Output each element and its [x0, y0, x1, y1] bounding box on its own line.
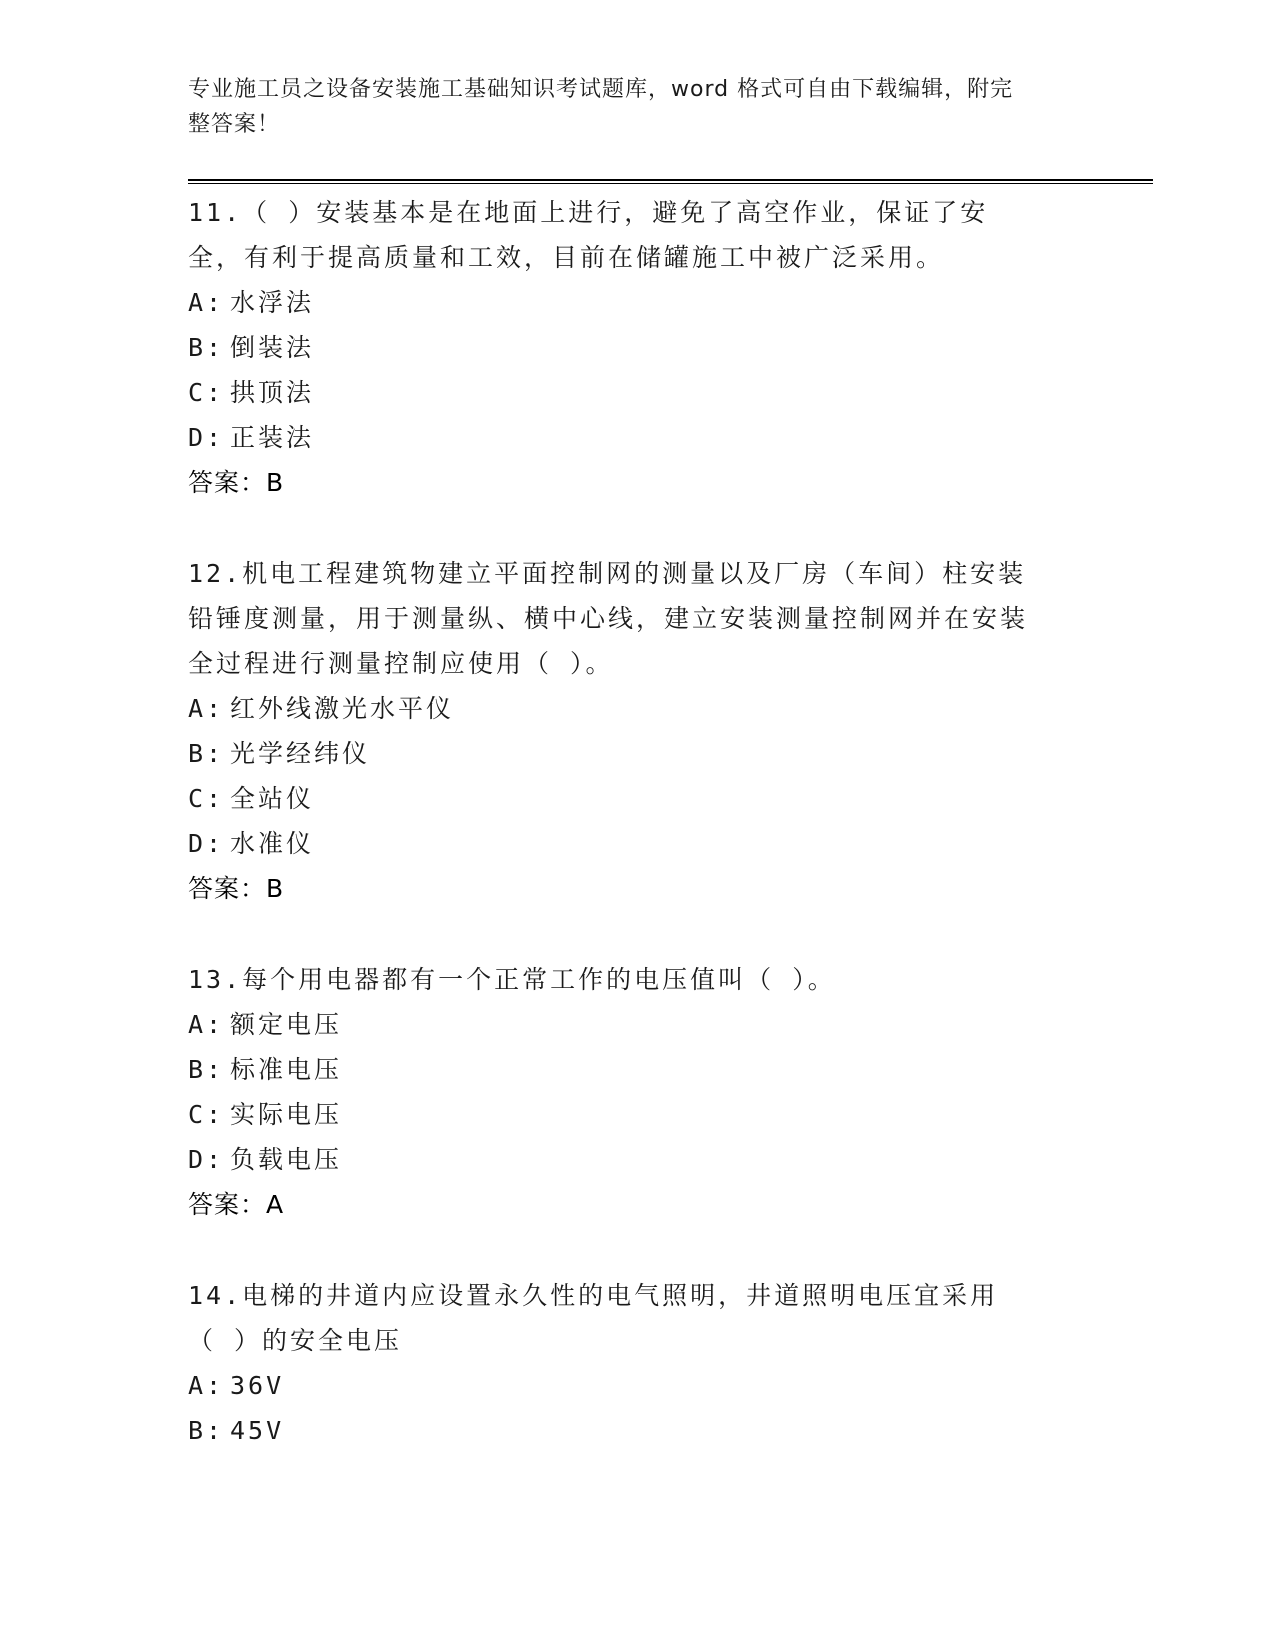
option-letter: A: [188, 288, 225, 317]
option-d [188, 415, 1088, 460]
option-letter: D: [188, 829, 225, 858]
question-list [188, 190, 1088, 1499]
header-line-2: 整答案！ [188, 112, 281, 137]
header-line-1: 专业施工员之设备安装施工基础知识考试题库，word 格式可自由下载编辑，附完 [188, 77, 1014, 102]
option-text: 实际电压 [230, 1100, 343, 1129]
option-letter: C: [188, 784, 225, 813]
option-text: 光学经纬仪 [230, 739, 371, 768]
option-letter: A: [188, 1010, 225, 1039]
option-b [188, 1047, 1088, 1092]
option-letter: D: [188, 1145, 225, 1174]
option-d [188, 1137, 1088, 1182]
question-14 [188, 1273, 1088, 1453]
option-text: 水浮法 [230, 288, 315, 317]
option-letter: D: [188, 423, 225, 452]
option-letter: B: [188, 1416, 225, 1445]
option-letter: B: [188, 739, 225, 768]
option-text: 拱顶法 [230, 378, 315, 407]
question-text: 12.机电工程建筑物建立平面控制网的测量以及厂房（车间）柱安装铅锤度测量，用于测量纵、横中心线，建立安装测量控制网并在安装全过程进行测量控制应使用（ ）。 [188, 559, 1029, 678]
option-letter: A: [188, 694, 225, 723]
option-letter: B: [188, 333, 225, 362]
option-text: 正装法 [230, 423, 315, 452]
option-d [188, 821, 1088, 866]
option-text: 水准仪 [230, 829, 315, 858]
option-letter: C: [188, 378, 225, 407]
question-text: 13.每个用电器都有一个正常工作的电压值叫（ ）。 [188, 965, 836, 994]
answer: 答案：A [188, 1190, 285, 1219]
option-c [188, 370, 1088, 415]
question-12 [188, 551, 1088, 911]
option-text: 36V [230, 1371, 285, 1400]
option-text: 负载电压 [230, 1145, 343, 1174]
option-text: 红外线激光水平仪 [230, 694, 455, 723]
header-rule-thin [188, 183, 1153, 184]
option-a [188, 1002, 1088, 1047]
question-11 [188, 190, 1088, 505]
answer: 答案：B [188, 468, 285, 497]
option-letter: B: [188, 1055, 225, 1084]
option-b [188, 325, 1088, 370]
header-rule-thick [188, 179, 1153, 181]
option-text: 标准电压 [230, 1055, 343, 1084]
option-text: 45V [230, 1416, 285, 1445]
option-c [188, 1092, 1088, 1137]
answer: 答案：B [188, 874, 285, 903]
option-b [188, 731, 1088, 776]
option-text: 额定电压 [230, 1010, 343, 1039]
question-text: 11.（ ）安装基本是在地面上进行，避免了高空作业，保证了安全，有利于提高质量和工效，目前在储罐施工中被广泛采用。 [188, 198, 989, 272]
option-letter: C: [188, 1100, 225, 1129]
option-a [188, 280, 1088, 325]
option-letter: A: [188, 1371, 225, 1400]
option-b [188, 1408, 1088, 1453]
option-text: 倒装法 [230, 333, 315, 362]
document-header [188, 72, 1068, 142]
question-13 [188, 957, 1088, 1227]
option-c [188, 776, 1088, 821]
option-text: 全站仪 [230, 784, 315, 813]
option-a [188, 686, 1088, 731]
question-text: 14.电梯的井道内应设置永久性的电气照明，井道照明电压宜采用（ ）的安全电压 [188, 1281, 999, 1355]
option-a [188, 1363, 1088, 1408]
